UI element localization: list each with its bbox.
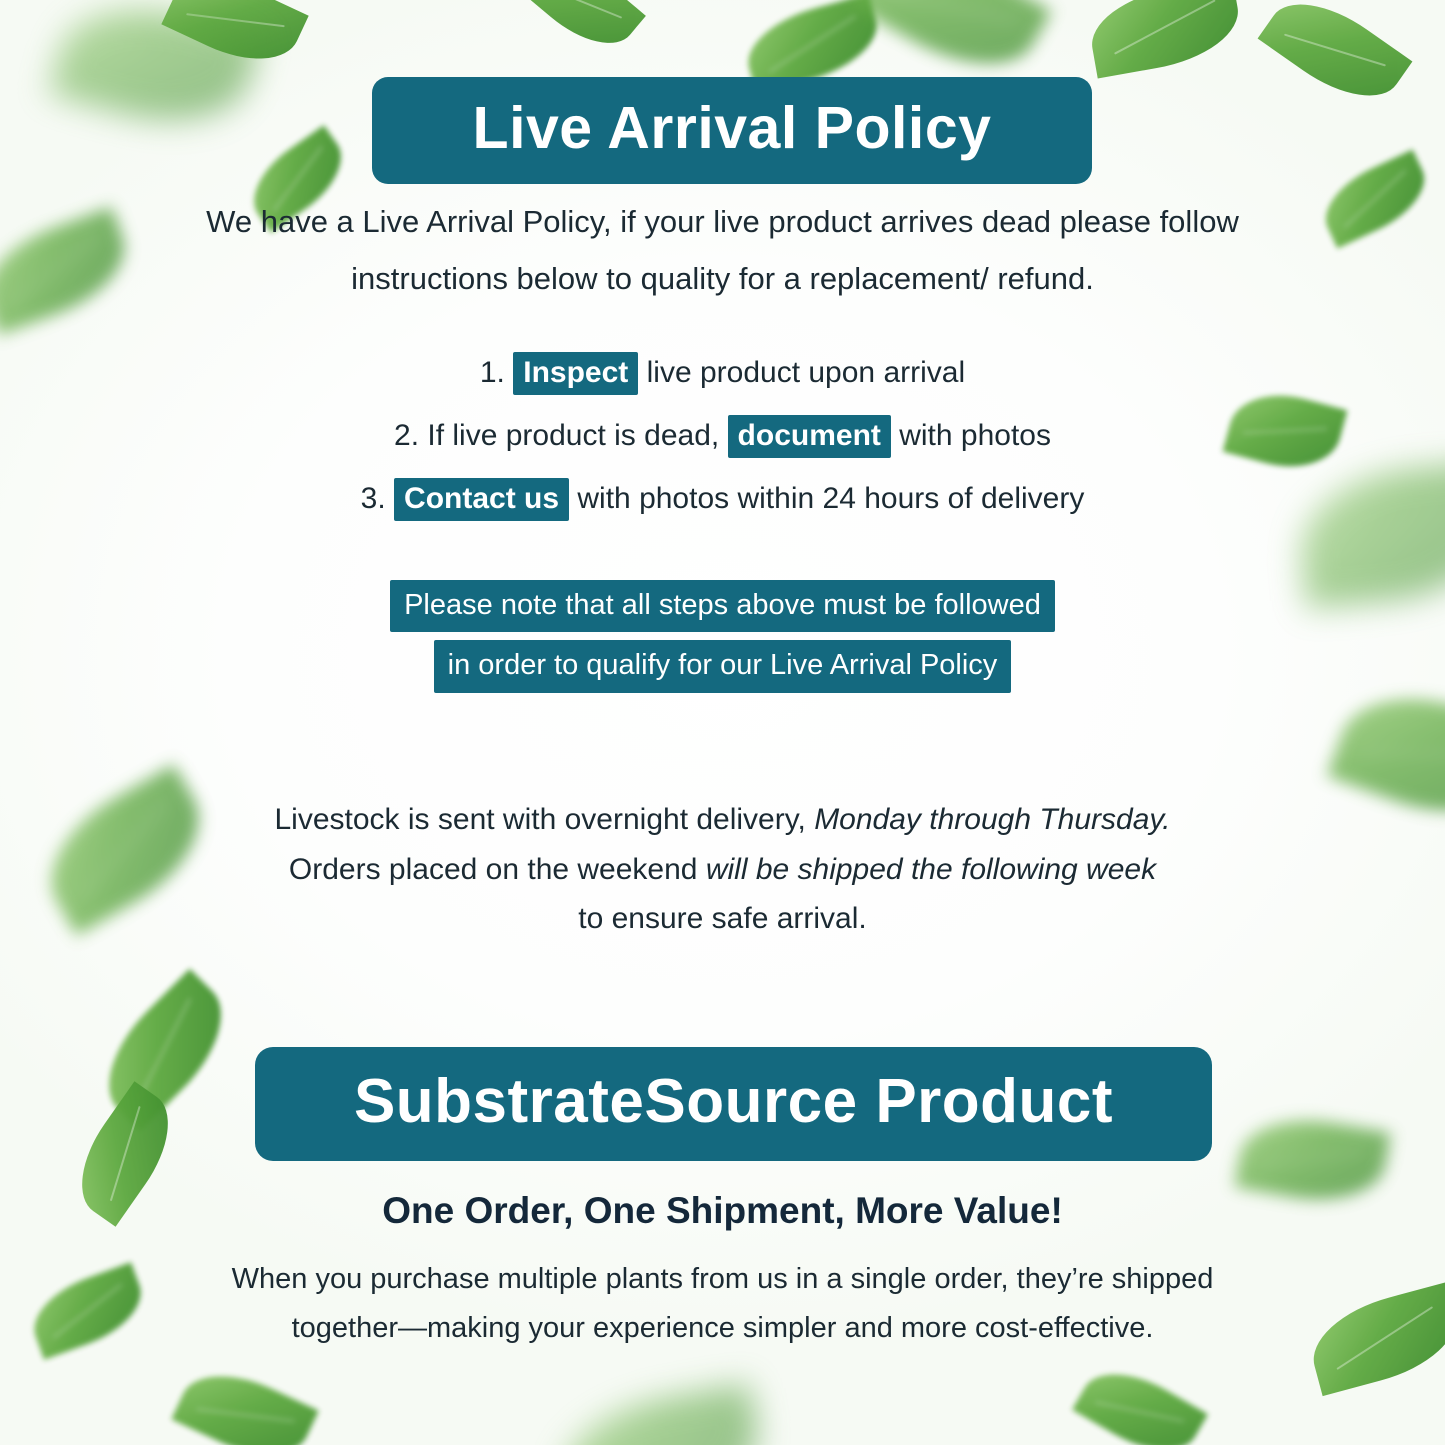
step-keyword: Contact us: [394, 478, 569, 521]
shipping-line-2: [175, 845, 1270, 895]
live-arrival-banner: Live Arrival Policy: [372, 77, 1092, 184]
substratesource-product-banner: SubstrateSource Product: [255, 1047, 1212, 1161]
shipping-paragraph: [175, 795, 1270, 944]
note-line-2: in order to qualify for our Live Arrival Policy: [434, 640, 1012, 692]
step-keyword: document: [728, 415, 891, 458]
step-text: with photos: [890, 419, 1051, 452]
step-lead: If live product is dead,: [419, 419, 728, 452]
shipping-line-3: to ensure safe arrival.: [578, 902, 867, 935]
note-line-1: Please note that all steps above must be followed: [390, 580, 1055, 632]
shipping-line-1-italic: Monday through Thursday.: [814, 803, 1171, 836]
product-body-line-2: together—making your experience simpler and more cost-effective.: [291, 1312, 1154, 1345]
shipping-line-1: [175, 795, 1270, 845]
list-item: [170, 476, 1275, 521]
step-number: 1.: [479, 356, 505, 389]
shipping-line-1-plain: Livestock is sent with overnight delivery,: [274, 803, 815, 836]
step-text: with photos within 24 hours of delivery: [569, 482, 1085, 515]
intro-paragraph: [150, 193, 1295, 308]
list-item: [170, 350, 1275, 395]
intro-line-2: instructions below to quality for a replacement/ refund.: [351, 261, 1094, 297]
policy-note: [260, 580, 1185, 701]
step-number: 2.: [394, 419, 420, 452]
product-subheading: One Order, One Shipment, More Value!: [382, 1190, 1063, 1231]
step-text: live product upon arrival: [638, 356, 966, 389]
shipping-line-2-italic: will be shipped the following week: [705, 852, 1157, 886]
product-body-line-1: When you purchase multiple plants from us in a single order, they’re shipped: [231, 1263, 1214, 1295]
list-item: [170, 413, 1275, 458]
product-body-paragraph: [150, 1255, 1295, 1354]
step-keyword: Inspect: [513, 352, 638, 395]
intro-line-1: We have a Live Arrival Policy, if your live product arrives dead please follow: [206, 204, 1239, 239]
steps-list: [170, 350, 1275, 539]
step-number: 3.: [360, 482, 386, 515]
shipping-line-2-plain: Orders placed on the weekend: [288, 852, 706, 886]
step-lead: [386, 482, 394, 515]
